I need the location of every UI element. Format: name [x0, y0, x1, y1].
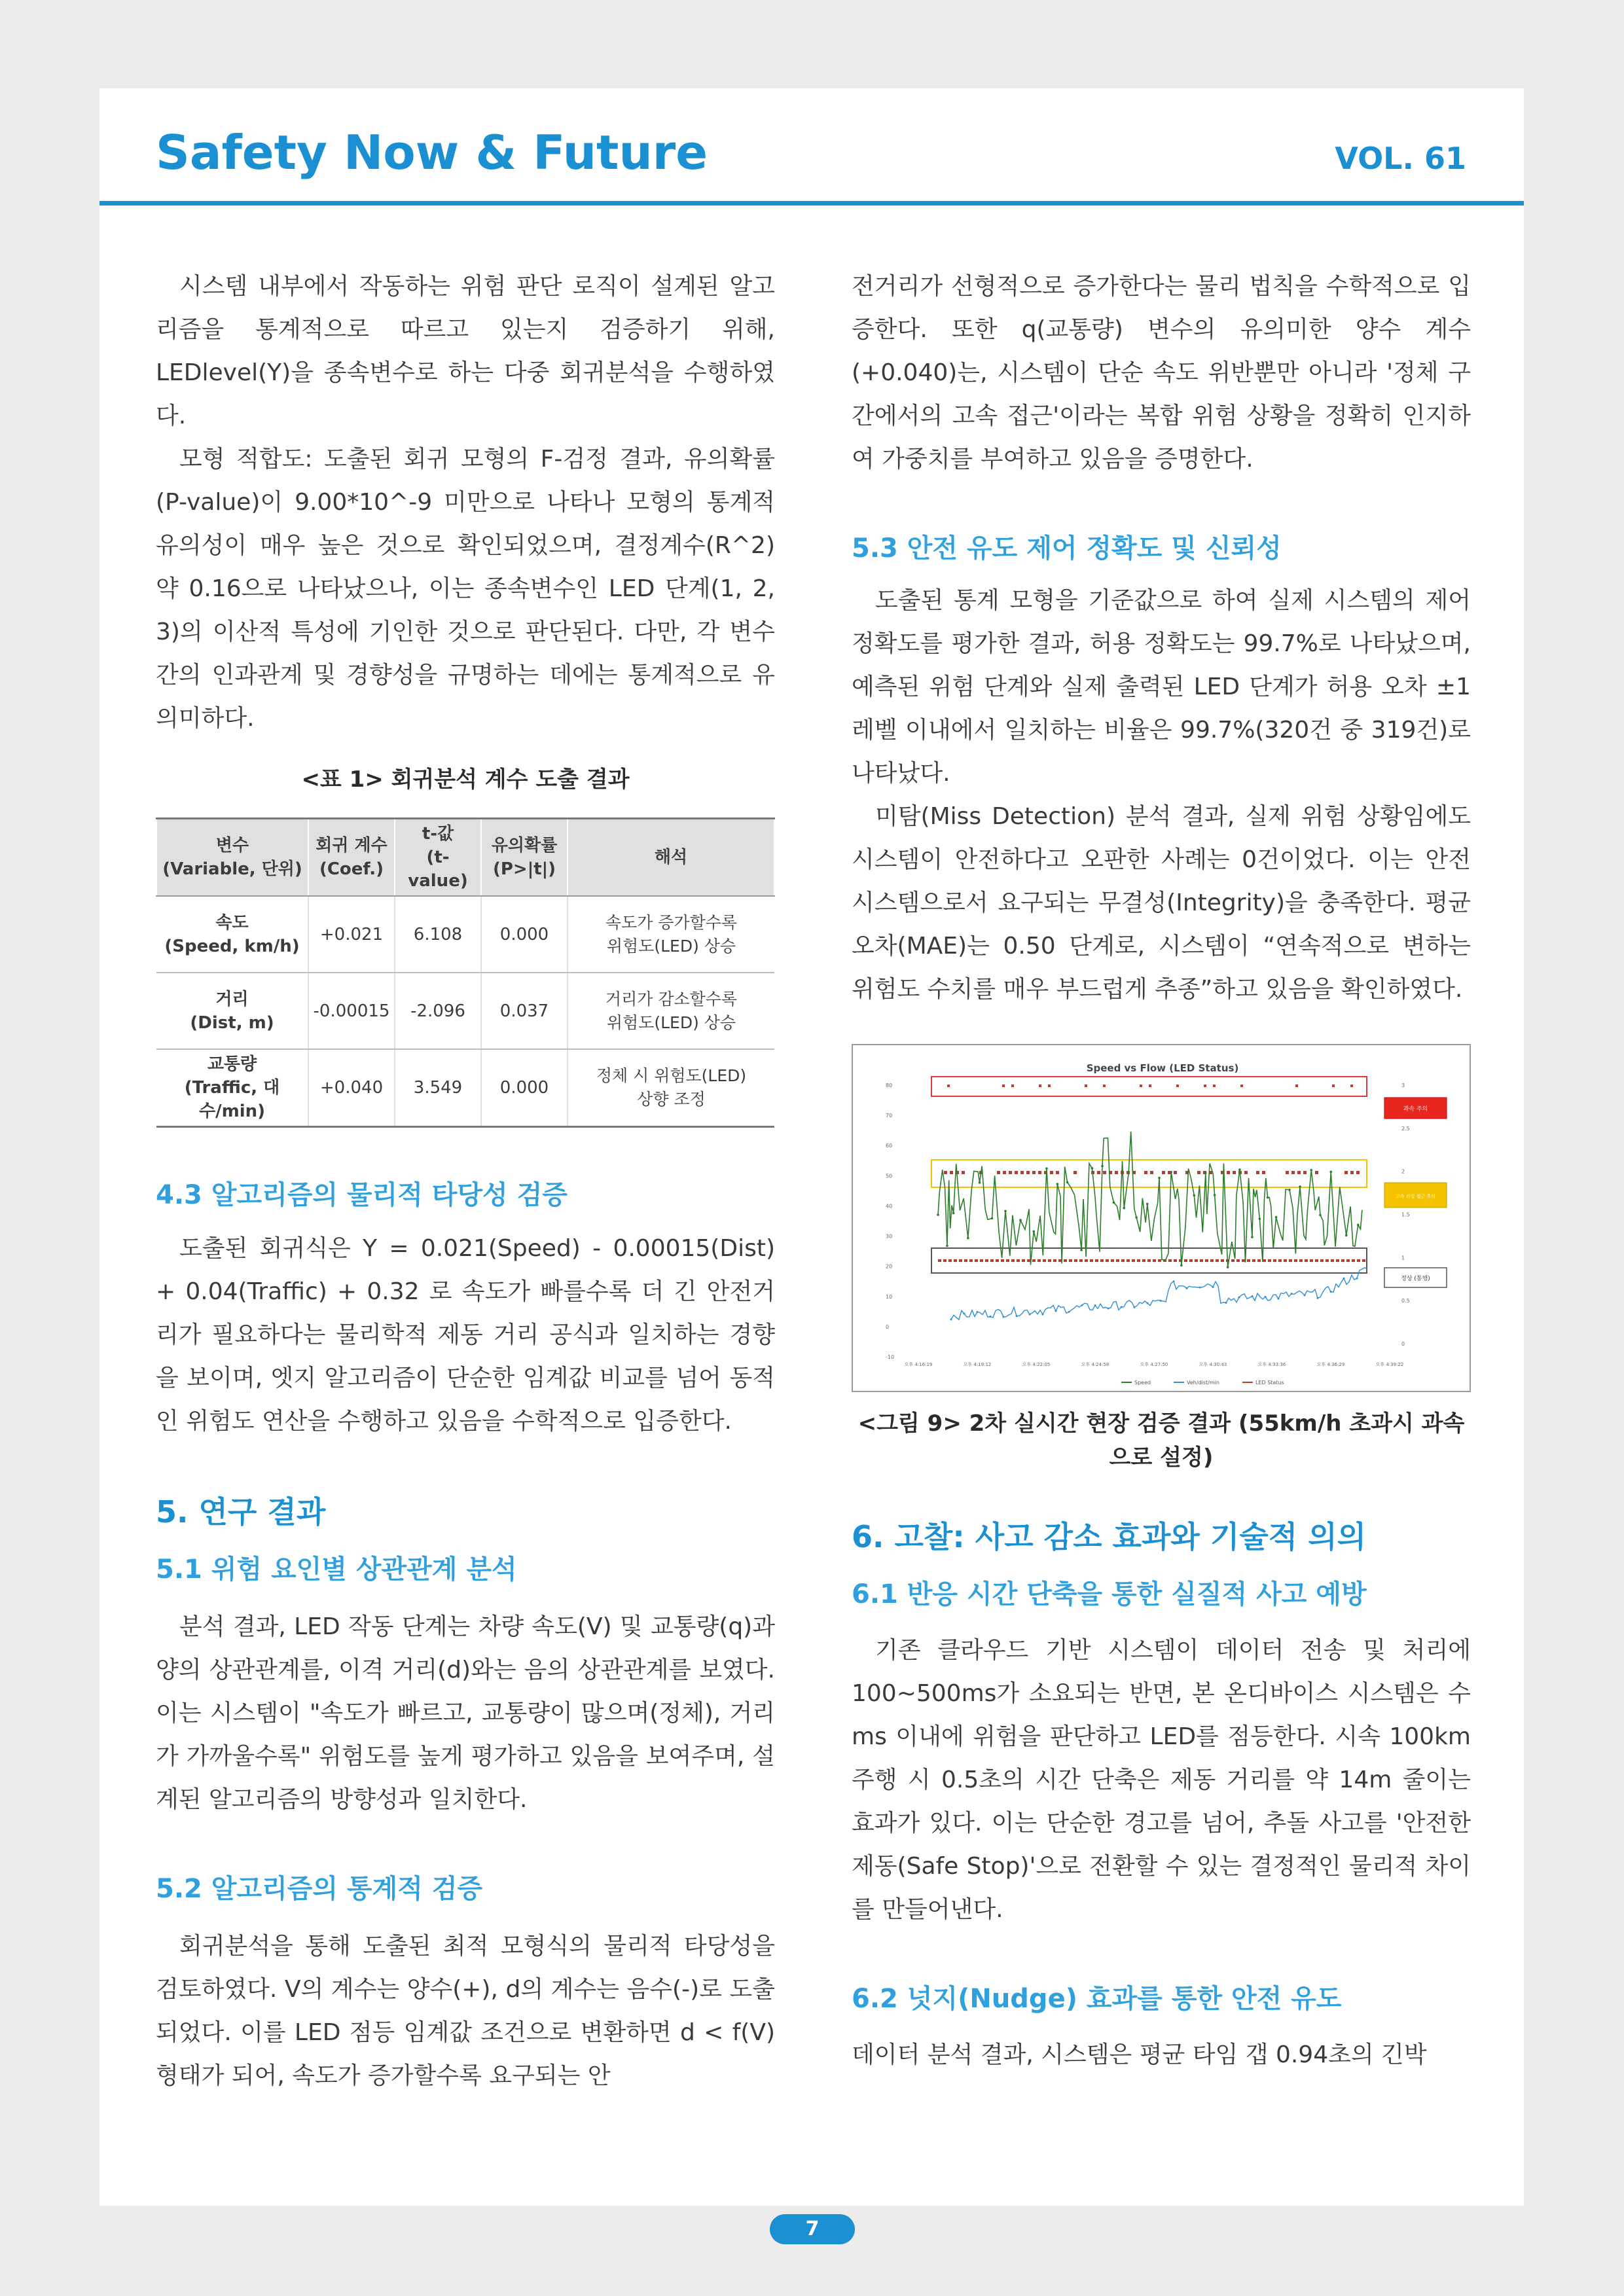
table-cell: 속도 (Speed, km/h) — [156, 896, 308, 973]
led-marker — [1303, 1171, 1307, 1174]
led-marker — [1242, 1259, 1245, 1262]
speed-point — [1259, 1217, 1261, 1220]
speed-point — [1310, 1169, 1312, 1172]
volume-number: VOL. 61 — [1335, 141, 1466, 176]
led-marker — [1100, 1259, 1104, 1262]
led-marker — [1247, 1259, 1250, 1262]
led-marker — [1310, 1259, 1313, 1262]
speed-point — [1170, 1171, 1172, 1174]
y-tick-label: 60 — [886, 1143, 893, 1149]
table-cell: +0.021 — [308, 896, 395, 973]
speed-point — [952, 1212, 955, 1215]
speed-point — [1319, 1214, 1322, 1217]
led-marker — [1336, 1259, 1339, 1262]
table-header-cell — [308, 819, 395, 897]
y2-tick-label: 0 — [1401, 1341, 1405, 1347]
speed-point — [1123, 1207, 1125, 1210]
led-marker — [1085, 1259, 1088, 1262]
led-marker — [1039, 1085, 1041, 1087]
led-marker — [1315, 1259, 1318, 1262]
traffic-point — [1029, 1314, 1031, 1316]
traffic-point — [1147, 1302, 1149, 1304]
led-marker — [1022, 1259, 1025, 1262]
led-marker — [1115, 1171, 1118, 1174]
speed-point — [1288, 1189, 1291, 1191]
table-cell: +0.040 — [308, 1049, 395, 1127]
table-cell: 교통량 (Traffic, 대수/min) — [156, 1049, 308, 1127]
traffic-point — [1186, 1287, 1188, 1289]
speed-point — [1180, 1265, 1183, 1267]
led-marker — [1326, 1259, 1329, 1262]
table-cell: 속도가 증가할수록 위험도(LED) 상승 — [568, 896, 774, 973]
page-number: 7 — [770, 2214, 855, 2244]
led-marker — [1168, 1259, 1172, 1262]
traffic-point — [977, 1311, 979, 1313]
speed-point — [1113, 1202, 1115, 1204]
led-marker — [1357, 1259, 1360, 1262]
paragraph: 분석 결과, LED 작동 단계는 차량 속도(V) 및 교통량(q)과 양의 상관관계를, 이격 거리(d)와는 음의 상관관계를 보였다. 이는 시스템이 "속도가 빠르고, 교통량이 많으며(정체), 거리가 가까울수록" 위험도를 높게 평가하고 있음을 보여주며, 설계된 알고리즘의 방향성과 일치한다. — [156, 1613, 775, 1813]
paragraph: 도출된 통계 모형을 기준값으로 하여 실제 시스템의 제어 정확도를 평가한 결과, 허용 정확도는 99.7%로 나타났으며, 예측된 위험 단계와 실제 출력된 LED 단계가 허용 오차 ±1 레벨 이내에서 일치하는 비율은 99.7%(320건 중 319건)로 나타났다. — [852, 587, 1471, 787]
led-marker — [1144, 1171, 1147, 1174]
led-marker — [1350, 1171, 1354, 1174]
speed-point — [1238, 1168, 1241, 1171]
traffic-point — [1304, 1295, 1306, 1297]
led-marker — [1053, 1259, 1056, 1262]
table-header-cell — [156, 819, 308, 897]
table-row — [156, 896, 774, 973]
led-marker — [1332, 1085, 1335, 1087]
led-marker — [1286, 1171, 1289, 1174]
led-marker — [1210, 1259, 1214, 1262]
led-marker — [1074, 1171, 1077, 1174]
led-marker — [1256, 1171, 1259, 1174]
speed-point — [1091, 1167, 1094, 1170]
header-text: 유의확률 (P>|t|) — [491, 836, 558, 879]
led-marker — [1297, 1171, 1301, 1174]
led-marker — [1289, 1259, 1292, 1262]
led-marker — [1048, 1259, 1051, 1262]
led-marker — [1158, 1259, 1161, 1262]
traffic-point — [1265, 1296, 1267, 1298]
traffic-point — [1108, 1308, 1110, 1310]
led-marker — [1352, 1259, 1355, 1262]
traffic-point — [1225, 1302, 1227, 1304]
led-marker — [1305, 1259, 1308, 1262]
led-marker — [1205, 1259, 1208, 1262]
led-marker — [1299, 1259, 1303, 1262]
header-text: 회귀 계수 (Coef.) — [316, 836, 388, 879]
page — [99, 88, 1524, 2206]
paragraph: 전거리가 선형적으로 증가한다는 물리 법칙을 수학적으로 입증한다. 또한 q(교통량) 변수의 유의미한 양수 계수(+0.040)는, 시스템이 단순 속도 위반뿐만 아니라 '정체 구간에서의 고속 접근'이라는 복합 위험 상황을 정확히 인지하여 가중치를 부여하고 있음을 증명한다. — [852, 273, 1471, 473]
led-marker — [1111, 1259, 1114, 1262]
traffic-point — [1252, 1295, 1254, 1297]
speed-point — [1329, 1171, 1332, 1174]
y-tick-label: 10 — [886, 1293, 893, 1300]
led-marker — [1038, 1171, 1041, 1174]
led-marker — [1150, 1171, 1153, 1174]
led-marker — [1268, 1259, 1271, 1262]
speed-point — [1032, 1230, 1035, 1233]
led-marker — [1003, 1171, 1006, 1174]
header-text: 해석 — [654, 848, 688, 867]
paragraph: 미탐(Miss Detection) 분석 결과, 실제 위험 상황임에도 시스템이 안전하다고 오판한 사례는 0건이었다. 이는 안전 시스템으로서 요구되는 무결성(Integrity)을 충족한다. 평균 오차(MAE)는 0.50 단계로, 시스템이 “연속적으로 변하는 위험도 수치를 매우 부드럽게 추종”하고 있음을 확인하였다. — [852, 803, 1471, 1003]
led-marker — [1097, 1171, 1100, 1174]
led-marker — [1147, 1259, 1151, 1262]
table-row — [156, 973, 774, 1049]
section-heading-6-1: 6.1 반응 시간 단축을 통한 실질적 사고 예방 — [852, 1579, 1367, 1609]
led-marker — [1231, 1259, 1235, 1262]
led-marker — [1056, 1171, 1059, 1174]
y2-tick-label: 2 — [1401, 1168, 1405, 1175]
led-marker — [1085, 1085, 1087, 1087]
y2-tick-label: 1 — [1401, 1255, 1405, 1261]
y-tick-label: 20 — [886, 1263, 893, 1270]
speed-point — [1214, 1194, 1216, 1196]
led-marker — [1038, 1259, 1041, 1262]
table-row — [156, 1049, 774, 1127]
magazine-title: Safety Now & Future — [156, 125, 708, 180]
speed-point — [1204, 1172, 1207, 1174]
paragraph: 기존 클라우드 기반 시스템이 데이터 전송 및 처리에 100~500ms가 소요되는 반면, 본 온디바이스 시스템은 수 ms 이내에 위험을 판단하고 LED를 점등한다. 시속 100km 주행 시 0.5초의 시간 단축은 제동 거리를 약 14m 줄이는 효과가 있다. 이는 단순한 경고를 넘어, 추돌 사고를 '안전한 제동(Safe Stop)'으로 전환할 수 있는 결정적인 물리적 차이를 만들어낸다. — [852, 1637, 1471, 1923]
led-marker — [996, 1259, 999, 1262]
led-marker — [1137, 1259, 1140, 1262]
led-marker — [1346, 1259, 1350, 1262]
led-marker — [959, 1259, 962, 1262]
traffic-point — [1068, 1311, 1070, 1313]
traffic-point — [1055, 1310, 1057, 1312]
led-marker — [1149, 1085, 1151, 1087]
led-marker — [1132, 1259, 1135, 1262]
table-cell: 0.000 — [481, 1049, 568, 1127]
y-tick-label: 40 — [886, 1203, 893, 1210]
speed-point — [1080, 1249, 1083, 1251]
paragraph: 모형 적합도: 도출된 회귀 모형의 F-검정 결과, 유의확률(P-value)이 9.00*10^-9 미만으로 나타나 모형의 통계적 유의성이 매우 높은 것으로 확인되었으며, 결정계수(R^2) 약 0.16으로 나타났으나, 이는 종속변수인 LED 단계(1, 2, 3)의 이산적 특성에 기인한 것으로 판단된다. 다만, 각 변수 간의 인과관계 및 경향성을 규명하는 데에는 통계적으로 유의미하다. — [156, 446, 775, 732]
led-marker — [1103, 1085, 1106, 1087]
chart-canvas — [853, 1045, 1472, 1393]
table-cell: 0.037 — [481, 973, 568, 1049]
led-marker — [943, 1259, 947, 1262]
paragraph: 도출된 회귀식은 Y = 0.021(Speed) - 0.00015(Dist) + 0.04(Traffic) + 0.32 로 속도가 빠를수록 더 긴 안전거리가 필요하다는 물리학적 제동 거리 공식과 일치하는 경향을 보이며, 엣지 알고리즘이 단순한 임계값 비교를 넘어 동적인 위험도 연산을 수행하고 있음을 수학적으로 입증한다. — [156, 1235, 775, 1435]
speed-point — [1101, 1165, 1104, 1168]
led-marker — [1001, 1259, 1004, 1262]
warn-zone-box — [931, 1160, 1367, 1187]
speed-point — [1193, 1194, 1196, 1197]
speed-point — [967, 1237, 969, 1240]
led-marker — [1002, 1085, 1005, 1087]
led-marker — [947, 1085, 950, 1087]
traffic-point — [1343, 1278, 1345, 1280]
x-tick-label: 오후 4:36:29 — [1316, 1362, 1345, 1367]
legend-label: Speed — [1134, 1380, 1151, 1386]
led-marker — [1027, 1259, 1030, 1262]
traffic-point — [950, 1318, 952, 1320]
led-marker — [1048, 1085, 1051, 1087]
led-marker — [962, 1171, 965, 1174]
led-marker — [1200, 1259, 1203, 1262]
legend-label: LED Status — [1255, 1380, 1284, 1386]
paragraph: 회귀분석을 통해 도출된 최적 모형식의 물리적 타당성을 검토하였다. V의 계수는 양수(+), d의 계수는 음수(-)로 도출되었다. 이를 LED 점등 임계값 조건으로 변환하면 d < f(V) 형태가 되어, 속도가 증가할수록 요구되는 안 — [156, 1933, 775, 2089]
table-cell: 3.549 — [395, 1049, 481, 1127]
traffic-point — [1160, 1300, 1162, 1302]
led-marker — [1331, 1259, 1334, 1262]
traffic-point — [1173, 1280, 1175, 1282]
table-cell: 0.000 — [481, 896, 568, 973]
led-marker — [980, 1259, 983, 1262]
led-marker — [1195, 1259, 1198, 1262]
traffic-point — [1212, 1286, 1214, 1288]
led-marker — [1278, 1259, 1282, 1262]
traffic-point — [1094, 1304, 1096, 1306]
led-marker — [1140, 1085, 1142, 1087]
y-tick-label: -10 — [886, 1354, 895, 1360]
traffic-point — [1356, 1278, 1358, 1280]
led-marker — [1074, 1259, 1077, 1262]
traffic-point — [1016, 1315, 1018, 1317]
header-divider — [99, 201, 1524, 206]
header-text: 변수 (Variable, 단위) — [162, 836, 302, 879]
led-marker — [1043, 1259, 1046, 1262]
section-heading-4-3: 4.3 알고리즘의 물리적 타당성 검증 — [156, 1180, 568, 1210]
table-cell: -2.096 — [395, 973, 481, 1049]
x-tick-label: 오후 4:30:43 — [1199, 1362, 1227, 1367]
speed-point — [1019, 1219, 1022, 1221]
table-caption: <표 1> 회귀분석 계수 도출 결과 — [301, 766, 630, 793]
traffic-point — [964, 1313, 965, 1315]
header-text: t-값 (t-value) — [408, 824, 468, 891]
led-marker — [1127, 1259, 1130, 1262]
traffic-point — [1081, 1304, 1083, 1306]
led-marker — [1026, 1171, 1030, 1174]
speed-series-line — [938, 1132, 1362, 1267]
led-marker — [1227, 1171, 1230, 1174]
led-marker — [1344, 1171, 1348, 1174]
speed-point — [979, 1181, 981, 1184]
chart-title: Speed vs Flow (LED Status) — [1086, 1062, 1239, 1074]
led-marker — [1213, 1085, 1216, 1087]
speed-point — [1275, 1216, 1278, 1219]
led-marker — [1294, 1259, 1297, 1262]
led-marker — [1106, 1259, 1109, 1262]
led-marker — [1006, 1259, 1009, 1262]
led-marker — [1095, 1259, 1098, 1262]
section-heading-6: 6. 고찰: 사고 감소 효과와 기술적 의의 — [852, 1519, 1367, 1554]
figure-caption: <그림 9> 2차 실시간 현장 검증 결과 (55km/h 초과시 과속으로 설정) — [857, 1410, 1465, 1471]
speed-point — [991, 1217, 994, 1220]
speed-point — [946, 1245, 948, 1247]
led-marker — [997, 1171, 1000, 1174]
traffic-point — [990, 1316, 992, 1318]
table-cell: 거리가 감소할수록 위험도(LED) 상승 — [568, 973, 774, 1049]
speed-point — [1357, 1224, 1360, 1227]
traffic-point — [1330, 1291, 1332, 1293]
led-marker — [1197, 1171, 1200, 1174]
led-marker — [1153, 1259, 1156, 1262]
led-marker — [1240, 1085, 1243, 1087]
x-tick-label: 오후 4:16:19 — [904, 1362, 933, 1367]
led-marker — [1174, 1259, 1177, 1262]
traffic-point — [1003, 1316, 1005, 1318]
led-marker — [1050, 1171, 1053, 1174]
paragraph: 데이터 분석 결과, 시스템은 평균 타임 갭 0.94초의 긴박 — [852, 2041, 1427, 2068]
table-cell: -0.00015 — [308, 973, 395, 1049]
led-marker — [1011, 1085, 1014, 1087]
led-marker — [1233, 1171, 1236, 1174]
led-marker — [1009, 1171, 1012, 1174]
led-marker — [975, 1259, 978, 1262]
traffic-point — [1134, 1306, 1136, 1308]
traffic-point — [1291, 1293, 1293, 1295]
led-marker — [1069, 1259, 1072, 1262]
led-marker — [1116, 1259, 1119, 1262]
led-marker — [938, 1259, 941, 1262]
led-marker — [1257, 1259, 1261, 1262]
led-marker — [1103, 1171, 1106, 1174]
section-heading-5-1: 5.1 위험 요인별 상관관계 분석 — [156, 1554, 517, 1585]
led-marker — [1315, 1171, 1318, 1174]
left-column — [156, 265, 775, 2098]
led-marker — [990, 1259, 994, 1262]
led-marker — [1350, 1085, 1353, 1087]
led-marker — [1174, 1171, 1177, 1174]
paragraph: 시스템 내부에서 작동하는 위험 판단 로직이 설계된 알고리즘을 통계적으로 따르고 있는지 검증하기 위해, LEDlevel(Y)을 종속변수로 하는 다중 회귀분석을 수행하였다. — [156, 273, 775, 429]
y2-tick-label: 1.5 — [1401, 1211, 1410, 1218]
speed-point — [1345, 1234, 1348, 1237]
x-tick-label: 오후 4:39:22 — [1375, 1362, 1404, 1367]
traffic-point — [1042, 1314, 1044, 1316]
led-marker — [954, 1259, 957, 1262]
led-marker — [1079, 1259, 1083, 1262]
traffic-point — [1121, 1306, 1123, 1308]
led-marker — [1142, 1259, 1146, 1262]
led-marker — [1356, 1171, 1360, 1174]
y2-tick-label: 3 — [1401, 1083, 1405, 1088]
led-marker — [1015, 1171, 1018, 1174]
table-cell: 거리 (Dist, m) — [156, 973, 308, 1049]
x-tick-label: 오후 4:24:58 — [1081, 1362, 1110, 1367]
led-marker — [1032, 1171, 1036, 1174]
led-marker — [1221, 1259, 1224, 1262]
x-tick-label: 오후 4:22:05 — [1022, 1362, 1051, 1367]
y2-tick-label: 2.5 — [1401, 1125, 1410, 1132]
led-marker — [944, 1171, 947, 1174]
speed-point — [1267, 1196, 1269, 1199]
section-heading-6-2: 6.2 넛지(Nudge) 효과를 통한 안전 유도 — [852, 1984, 1342, 2014]
traffic-point — [1199, 1287, 1201, 1289]
y2-tick-label: 0.5 — [1401, 1298, 1410, 1304]
speed-point — [1158, 1177, 1161, 1179]
led-marker — [1291, 1171, 1295, 1174]
y-tick-label: 30 — [886, 1233, 893, 1240]
table-cell: 6.108 — [395, 896, 481, 973]
section-heading-5-3: 5.3 안전 유도 제어 정확도 및 신뢰성 — [852, 533, 1282, 564]
traffic-point — [1278, 1298, 1280, 1300]
led-marker — [1244, 1171, 1248, 1174]
led-marker — [1341, 1259, 1344, 1262]
led-marker — [1284, 1259, 1287, 1262]
legend-label: Veh/dist/min — [1187, 1380, 1219, 1386]
speed-point — [1299, 1185, 1301, 1188]
led-marker — [1189, 1259, 1193, 1262]
led-marker — [1362, 1259, 1365, 1262]
x-tick-label: 오후 4:33:36 — [1257, 1362, 1286, 1367]
status-label-danger: 과속 주의 — [1403, 1106, 1428, 1113]
regression-table — [156, 817, 775, 1128]
traffic-point — [1317, 1297, 1319, 1299]
traffic-point — [1238, 1297, 1240, 1299]
led-marker — [1273, 1259, 1276, 1262]
y-tick-label: 50 — [886, 1173, 893, 1179]
led-marker — [1064, 1259, 1067, 1262]
status-label-warn: 고속 진입 접근 주의 — [1396, 1194, 1435, 1199]
x-tick-label: 오후 4:19:12 — [963, 1362, 992, 1367]
x-tick-label: 오후 4:27:50 — [1140, 1362, 1168, 1367]
led-marker — [1121, 1259, 1125, 1262]
led-marker — [1295, 1085, 1298, 1087]
speed-point — [1045, 1167, 1048, 1170]
table-header-cell — [395, 819, 481, 897]
speed-point — [1135, 1216, 1138, 1219]
speed-point — [937, 1213, 939, 1216]
led-marker — [1020, 1171, 1024, 1174]
led-marker — [969, 1259, 973, 1262]
led-marker — [1236, 1259, 1240, 1262]
led-marker — [1320, 1259, 1324, 1262]
table-cell: 정체 시 위험도(LED) 상향 조정 — [568, 1049, 774, 1127]
section-heading-5: 5. 연구 결과 — [156, 1494, 326, 1530]
speed-point — [1066, 1181, 1069, 1184]
led-marker — [1176, 1085, 1179, 1087]
led-marker — [1204, 1085, 1206, 1087]
led-marker — [1216, 1259, 1219, 1262]
led-marker — [1252, 1259, 1255, 1262]
y-tick-label: 80 — [886, 1083, 893, 1088]
led-marker — [1184, 1259, 1187, 1262]
status-label-normal: 정상 (통행) — [1401, 1276, 1430, 1282]
table-header-cell — [568, 819, 774, 897]
led-marker — [1262, 1171, 1265, 1174]
speed-flow-chart — [852, 1044, 1471, 1392]
speed-point — [1227, 1266, 1229, 1268]
led-marker — [1090, 1259, 1093, 1262]
table-header-row — [156, 819, 774, 897]
led-marker — [964, 1259, 967, 1262]
traffic-series-line — [951, 1268, 1367, 1319]
y-tick-label: 0 — [886, 1323, 890, 1330]
led-marker — [1011, 1259, 1015, 1262]
section-heading-5-2: 5.2 알고리즘의 통계적 검증 — [156, 1874, 483, 1904]
led-marker — [948, 1259, 952, 1262]
y-tick-label: 70 — [886, 1113, 893, 1119]
speed-point — [1251, 1236, 1254, 1238]
speed-point — [1004, 1210, 1007, 1213]
led-marker — [1032, 1259, 1036, 1262]
speed-point — [1146, 1203, 1149, 1206]
speed-point — [1056, 1183, 1059, 1185]
led-marker — [1017, 1259, 1020, 1262]
led-marker — [985, 1259, 988, 1262]
led-marker — [1162, 1171, 1165, 1174]
right-column — [852, 265, 1471, 2077]
table-header-cell — [481, 819, 568, 897]
led-marker — [950, 1171, 953, 1174]
